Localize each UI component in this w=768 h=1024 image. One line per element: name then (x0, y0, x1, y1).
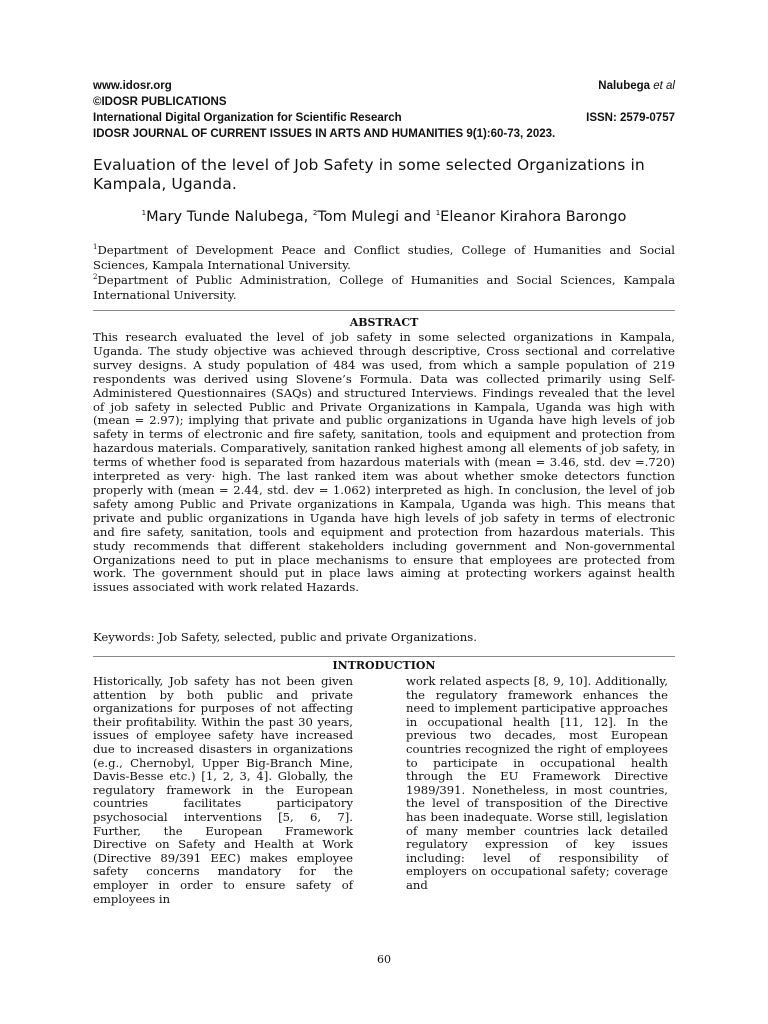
author-list (93, 209, 675, 225)
keywords: Keywords: Job Safety, selected, public and private Organizations. (93, 630, 477, 644)
paper-title: Evaluation of the level of Job Safety in some selected Organizations in Kampala, Uganda. (93, 156, 645, 193)
author-2-affiliation-mark: 2 (312, 209, 318, 218)
journal-citation: IDOSR JOURNAL OF CURRENT ISSUES IN ARTS AND HUMANITIES 9(1):60-73, 2023. (93, 128, 556, 140)
introduction-heading: INTRODUCTION (332, 659, 436, 672)
affiliations (93, 243, 675, 303)
abstract-top-divider (93, 310, 675, 311)
journal-header (93, 78, 675, 142)
author-3: Eleanor Kirahora Barongo (440, 209, 627, 225)
author-1: Mary Tunde Nalubega, (146, 209, 313, 225)
abstract-heading: ABSTRACT (349, 316, 419, 329)
affiliation-1: $^1$Department of Development Peace and Conflict studies, College of Humanities and Social Sciences, Kampala International University. (93, 243, 675, 272)
issn: ISSN: 2579-0757 (586, 112, 675, 124)
organization-line: International Digital Organization for Scientific Research (93, 112, 402, 124)
abstract-bottom-divider (93, 656, 675, 657)
author-1-affiliation-mark: 1 (141, 209, 147, 218)
website-link[interactable]: www.idosr.org (93, 80, 172, 92)
running-author: Nalubega et al (598, 80, 675, 92)
page-number: 60 (377, 953, 391, 966)
publisher-line: ©IDOSR PUBLICATIONS (93, 96, 227, 108)
affiliation-2: $^2$Department of Public Administration, College of Humanities and Social Sciences, Kampala International University. (93, 273, 675, 302)
author-2: Tom Mulegi and (317, 209, 436, 225)
introduction-right-column: work related aspects [8, 9, 10]. Additionally, the regulatory framework enhances the need to implement participative approaches in occupational health [11, 12]. In the previous two decades, most European countries recognized the right of employees to participate in occupational health through the EU Framework Directive 1989/391. Nonetheless, in most countries, the level of transposition of the Directive has been inadequate. Worse still, legislation of many member countries lack detailed regulatory expression of key issues including: level of responsibility of employers on occupational safety; coverage and (406, 674, 668, 892)
introduction-left-column: Historically, Job safety has not been given attention by both public and private organizations for purposes of not affecting their profitability. Within the past 30 years, issues of employee safety have increased due to increased disasters in organizations (e.g., Chernobyl, Upper Big-Branch Mine, Davis-Besse etc.) [1, 2, 3, 4]. Globally, the regulatory framework in the European countries facilitates participatory psychosocial interventions [5, 6, 7]. Further, the European Framework Directive on Safety and Health at Work (Directive 89/391 EEC) makes employee safety concerns mandatory for the employer in order to ensure safety of employees in (93, 674, 353, 906)
abstract-text: This research evaluated the level of job safety in some selected organizations in Kampala, Uganda. The study objective was achieved through descriptive, Cross sectional and correlative survey designs. A study population of 484 was used, from which a sample population of 219 respondents was derived using Slovene’s Formula. Data was collected primarily using Self-Administered Questionnaires (SAQs) and structured Interviews. Findings revealed that the level of job safety in selected Public and Private Organizations in Kampala, Uganda was high with (mean = 2.97); implying that private and public organizations in Uganda have high levels of job safety in terms of electronic and fire safety, sanitation, tools and equipment and protection from hazardous materials. Comparatively, sanitation ranked highest among all elements of job safety, in terms of whether food is separated from hazardous materials with (mean = 3.46, std. dev =.720) interpreted as very· high. The last ranked item was about whether smoke detectors function properly with (mean = 2.44, std. dev = 1.062) interpreted as high. In conclusion, the level of job safety among Public and Private organizations in Kampala, Uganda was high. This means that private and public organizations in Uganda have high levels of job safety in terms of electronic and fire safety, sanitation, tools and equipment and protection from hazardous materials. This study recommends that different stakeholders including government and Non-governmental Organizations need to put in place mechanisms to ensure that employees are protected from work. The government should put in place laws aiming at protecting workers against health issues associated with work related Hazards. (93, 330, 675, 595)
author-3-affiliation-mark: 1 (435, 209, 441, 218)
